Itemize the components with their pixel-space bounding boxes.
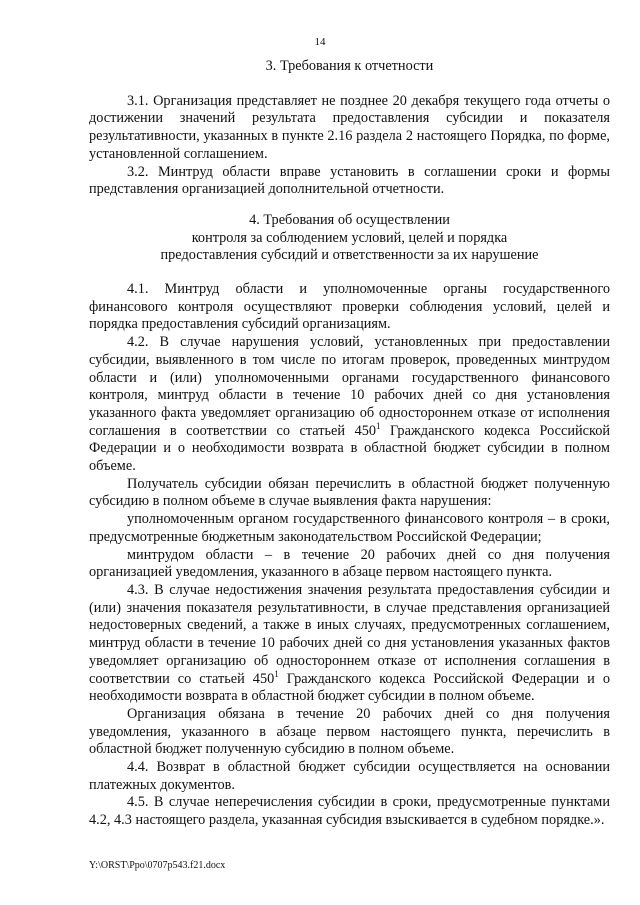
paragraph-organization-obligation: Организация обязана в течение 20 рабочих дней со дня получения уведомления, указанного в абзаце первом настоящего пункта, перечислить в областной бюджет полученную субсидию в полном объеме. (89, 705, 610, 758)
section-4-heading-line3: предоставления субсидий и ответственности за их нарушение (160, 247, 539, 264)
section-4-heading-line1: 4. Требования об осуществлении (249, 211, 450, 228)
paragraph-4-3-part1: 4.3. В случае недостижения значения результата предоставления субсидии и (или) значения показателя результативности, в случае представления организацией недостоверных сведений, а также в иных случаях, предусмотренных соглашением, минтруд области в течение 10 рабочих дней со дня установления указанных фактов уведомляет организацию об одностороннем отказе от исполнения соглашения в соответствии со статьей 450 (89, 581, 610, 687)
paragraph-control-organ: уполномоченным органом государственного финансового контроля – в сроки, предусмотренные бюджетным законодательством Российской Федерации; (89, 511, 610, 545)
article-superscript: 1 (376, 420, 381, 431)
paragraph-4-2-part1: 4.2. В случае нарушения условий, установленных при предоставлении субсидии, выявленного в том числе по итогам проверок, проведенных минтрудом области и (или) уполномоченными органами государственного финансового контроля, минтруд области в течение 10 рабочих дней со дня установления указанного факта уведомляет организацию об одностороннем отказе от исполнения соглашения в соответствии со статьей 450 (89, 334, 610, 439)
article-superscript: 1 (274, 668, 279, 679)
paragraph-4-5: 4.5. В случае неперечисления субсидии в сроки, предусмотренные пунктами 4.2, 4.3 настоящего раздела, указанная субсидия взыскивается в судебном порядке.». (89, 794, 610, 829)
file-path-footer: Y:\ORST\Ppo\0707p543.f21.docx (89, 860, 226, 871)
paragraph-recipient-obligation: Получатель субсидии обязан перечислить в областной бюджет полученную субсидию в полном объеме в случае выявления факта нарушения: (89, 475, 610, 510)
paragraph-3-2: 3.2. Минтруд области вправе установить в соглашении сроки и формы представления организацией дополнительной отчетности. (89, 163, 610, 198)
paragraph-mintrud: минтрудом области – в течение 20 рабочих дней со дня получения организацией уведомления, указанного в абзаце первом настоящего пункта. (89, 546, 610, 581)
section-4-heading (89, 212, 610, 265)
paragraph-4-4: 4.4. Возврат в областной бюджет субсидии осуществляется на основании платежных документов. (89, 759, 610, 793)
paragraph-3-1: 3.1. Организация представляет не позднее 20 декабря текущего года отчеты о достижении значений результата предоставления субсидии и показателя результативности, указанных в пункте 2.16 раздела 2 настоящего Порядка, по форме, установленной соглашением. (89, 92, 610, 162)
paragraph-4-2 (89, 334, 610, 476)
paragraph-4-1: 4.1. Минтруд области и уполномоченные органы государственного финансового контроля осуществляют проверки соблюдения условий, целей и порядка предоставления субсидий организациям. (89, 281, 610, 333)
paragraph-4-3-part2: Гражданского кодекса Российской Федерации и о необходимости возврата в областной бюджет субсидии в полном объеме. (89, 670, 610, 705)
paragraph-4-2-part2: Гражданского кодекса Российской Федерации и о необходимости возврата в областной бюджет субсидии в полном объеме. (89, 422, 610, 475)
document-body (89, 58, 610, 830)
section-4-heading-line2: контроля за соблюдением условий, целей и порядка (191, 229, 508, 246)
section-3-heading: 3. Требования к отчетности (265, 58, 434, 74)
page-number: 14 (314, 36, 326, 48)
paragraph-4-3 (89, 582, 610, 706)
